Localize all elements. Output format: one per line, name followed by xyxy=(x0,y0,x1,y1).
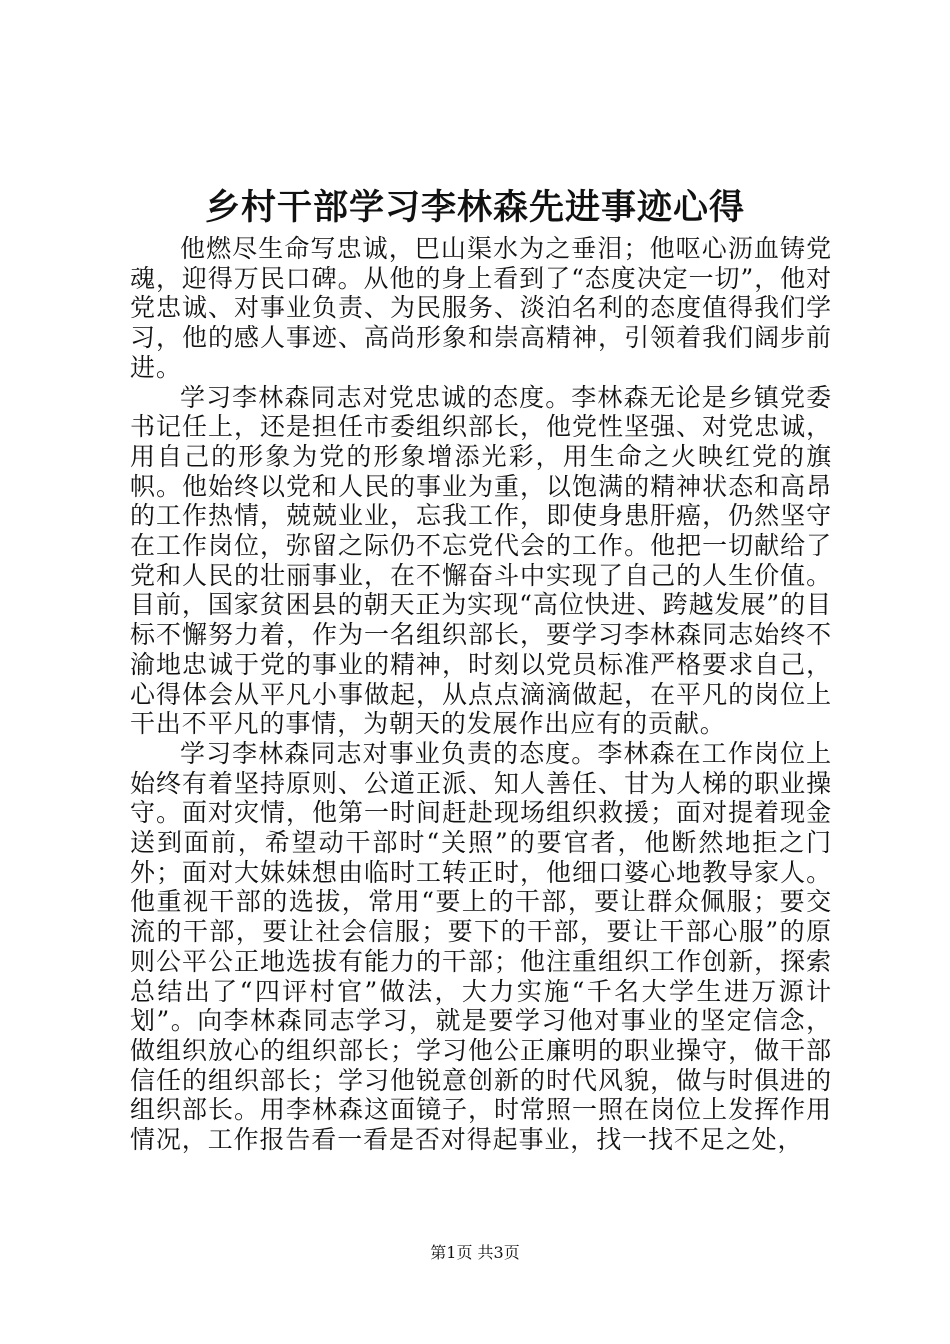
paragraph-2: 学习李林森同志对党忠诚的态度。李林森无论是乡镇党委书记任上，还是担任市委组织部长，他党性坚强、对党忠诚，用自己的形象为党的形象增添光彩，用生命之火映红党的旗帜。他始终以党和人民的事业为重，以饱满的精神状态和高昂的工作热情，兢兢业业，忘我工作，即使身患肝癌，仍然坚守在工作岗位，弥留之际仍不忘党代会的工作。他把一切献给了党和人民的壮丽事业，在不懈奋斗中实现了自己的人生价值。目前，国家贫困县的朝天正为实现“高位快进、跨越发展”的目标不懈努力着，作为一名组织部长，要学习李林森同志始终不渝地忠诚于党的事业的精神，时刻以党员标准严格要求自己，心得体会从平凡小事做起，从点点滴滴做起，在平凡的岗位上干出不平凡的事情，为朝天的发展作出应有的贡献。 xyxy=(130,382,832,739)
paragraph-3: 学习李林森同志对事业负责的态度。李林森在工作岗位上始终有着坚持原则、公道正派、知人善任、甘为人梯的职业操守。面对灾情，他第一时间赶赴现场组织救援；面对提着现金送到面前，希望动干部时“关照”的要官者，他断然地拒之门外；面对大妹妹想由临时工转正时，他细口婆心地教导家人。他重视干部的选拔，常用“要上的干部，要让群众佩服；要交流的干部，要让社会信服；要下的干部，要让干部心服”的原则公平公正地选拔有能力的干部；他注重组织工作创新，探索总结出了“四评村官”做法，大力实施“千名大学生进万源计划”。向李林森同志学习，就是要学习他对事业的坚定信念，做组织放心的组织部长；学习他公正廉明的职业操守，做干部信任的组织部长；学习他锐意创新的时代风貌，做与时俱进的组织部长。用李林森这面镜子，时常照一照在岗位上发挥作用情况，工作报告看一看是否对得起事业，找一找不足之处， xyxy=(130,738,832,1155)
page-footer: 第1页 共3页 xyxy=(430,1243,520,1262)
paragraph-1: 他燃尽生命写忠诚，巴山渠水为之垂泪；他呕心沥血铸党魂，迎得万民口碑。从他的身上看到了“态度决定一切”，他对党忠诚、对事业负责、为民服务、淡泊名利的态度值得我们学习，他的感人事迹、高尚形象和崇高精神，引领着我们阔步前进。 xyxy=(130,234,832,382)
document-title: 乡村干部学习李林森先进事迹心得 xyxy=(204,187,745,228)
document-body xyxy=(130,234,832,1155)
